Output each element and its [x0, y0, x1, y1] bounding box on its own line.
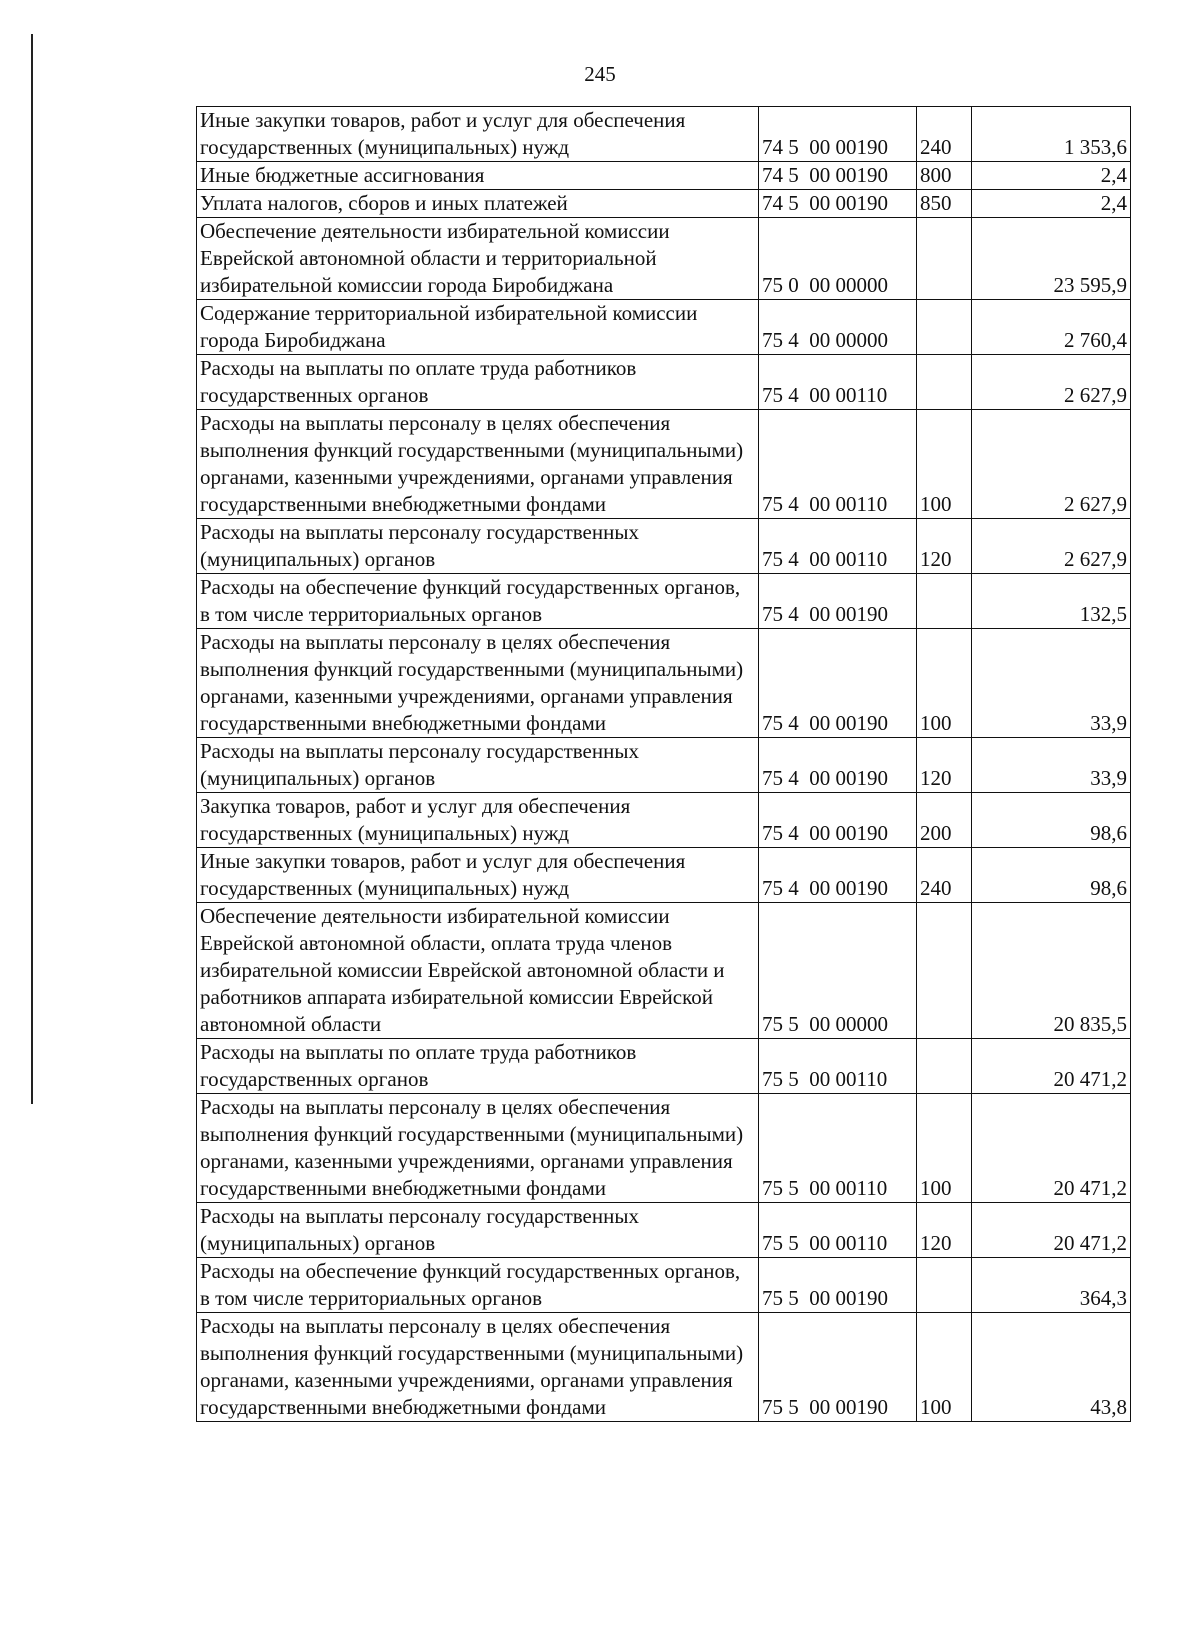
- row-expense-type: [917, 1039, 972, 1094]
- row-sum: 2 627,9: [972, 410, 1131, 519]
- row-name: Иные закупки товаров, работ и услуг для обеспечения государственных (муниципальных) нужд: [197, 107, 759, 162]
- row-name: Расходы на выплаты персоналу государственных (муниципальных) органов: [197, 738, 759, 793]
- row-name: Содержание территориальной избирательной комиссии города Биробиджана: [197, 300, 759, 355]
- table-row: [197, 218, 1131, 300]
- row-name: Иные бюджетные ассигнования: [197, 162, 759, 190]
- row-expense-type: 100: [917, 629, 972, 738]
- row-sum: 43,8: [972, 1313, 1131, 1422]
- row-expense-type: [917, 574, 972, 629]
- row-expense-type: 120: [917, 519, 972, 574]
- row-name: Иные закупки товаров, работ и услуг для обеспечения государственных (муниципальных) нужд: [197, 848, 759, 903]
- row-sum: 20 471,2: [972, 1094, 1131, 1203]
- row-name: Расходы на выплаты персоналу в целях обеспечения выполнения функций государственными (муниципальными) органами, казенными учреждениями, органами управления государственными внебюджетными фондами: [197, 629, 759, 738]
- table-row: [197, 793, 1131, 848]
- row-code: 75 5 00 00110: [759, 1039, 917, 1094]
- row-expense-type: 120: [917, 738, 972, 793]
- row-code: 75 4 00 00110: [759, 410, 917, 519]
- row-code: 74 5 00 00190: [759, 107, 917, 162]
- row-sum: 1 353,6: [972, 107, 1131, 162]
- table-row: [197, 410, 1131, 519]
- row-code: 75 4 00 00190: [759, 629, 917, 738]
- row-expense-type: 850: [917, 190, 972, 218]
- row-code: 75 5 00 00110: [759, 1094, 917, 1203]
- row-sum: 20 835,5: [972, 903, 1131, 1039]
- row-code: 75 4 00 00110: [759, 519, 917, 574]
- row-sum: 33,9: [972, 629, 1131, 738]
- row-expense-type: [917, 300, 972, 355]
- row-code: 75 5 00 00190: [759, 1313, 917, 1422]
- row-sum: 132,5: [972, 574, 1131, 629]
- row-name: Обеспечение деятельности избирательной комиссии Еврейской автономной области и территориальной избирательной комиссии города Биробиджана: [197, 218, 759, 300]
- row-expense-type: [917, 1258, 972, 1313]
- row-sum: 20 471,2: [972, 1203, 1131, 1258]
- table-row: [197, 107, 1131, 162]
- table-row: [197, 848, 1131, 903]
- table-row: [197, 519, 1131, 574]
- row-expense-type: 800: [917, 162, 972, 190]
- row-expense-type: [917, 355, 972, 410]
- row-sum: 364,3: [972, 1258, 1131, 1313]
- row-code: 75 0 00 00000: [759, 218, 917, 300]
- row-code: 74 5 00 00190: [759, 162, 917, 190]
- row-name: Расходы на выплаты по оплате труда работников государственных органов: [197, 1039, 759, 1094]
- row-expense-type: 100: [917, 410, 972, 519]
- row-name: Расходы на выплаты персоналу в целях обеспечения выполнения функций государственными (муниципальными) органами, казенными учреждениями, органами управления государственными внебюджетными фондами: [197, 1313, 759, 1422]
- row-sum: 20 471,2: [972, 1039, 1131, 1094]
- row-name: Расходы на выплаты по оплате труда работников государственных органов: [197, 355, 759, 410]
- budget-table-body: [197, 107, 1131, 1422]
- table-row: [197, 355, 1131, 410]
- row-sum: 2 627,9: [972, 355, 1131, 410]
- table-row: [197, 300, 1131, 355]
- row-code: 75 4 00 00190: [759, 738, 917, 793]
- budget-table: [196, 106, 1131, 1422]
- row-code: 75 5 00 00000: [759, 903, 917, 1039]
- row-expense-type: 240: [917, 848, 972, 903]
- row-code: 75 5 00 00110: [759, 1203, 917, 1258]
- row-code: 74 5 00 00190: [759, 190, 917, 218]
- table-row: [197, 1203, 1131, 1258]
- table-row: [197, 738, 1131, 793]
- table-row: [197, 1094, 1131, 1203]
- row-expense-type: 120: [917, 1203, 972, 1258]
- row-sum: 2,4: [972, 162, 1131, 190]
- row-name: Расходы на выплаты персоналу государственных (муниципальных) органов: [197, 1203, 759, 1258]
- table-row: [197, 162, 1131, 190]
- row-expense-type: 200: [917, 793, 972, 848]
- page-number: 245: [584, 62, 616, 86]
- table-row: [197, 190, 1131, 218]
- row-name: Уплата налогов, сборов и иных платежей: [197, 190, 759, 218]
- row-code: 75 4 00 00000: [759, 300, 917, 355]
- row-code: 75 4 00 00190: [759, 574, 917, 629]
- table-row: [197, 574, 1131, 629]
- row-code: 75 4 00 00190: [759, 793, 917, 848]
- row-expense-type: 240: [917, 107, 972, 162]
- row-expense-type: [917, 903, 972, 1039]
- row-sum: 2 760,4: [972, 300, 1131, 355]
- table-row: [197, 1313, 1131, 1422]
- row-sum: 98,6: [972, 848, 1131, 903]
- row-name: Расходы на выплаты персоналу в целях обеспечения выполнения функций государственными (муниципальными) органами, казенными учреждениями, органами управления государственными внебюджетными фондами: [197, 410, 759, 519]
- row-name: Закупка товаров, работ и услуг для обеспечения государственных (муниципальных) нужд: [197, 793, 759, 848]
- row-sum: 33,9: [972, 738, 1131, 793]
- row-expense-type: 100: [917, 1313, 972, 1422]
- row-code: 75 5 00 00190: [759, 1258, 917, 1313]
- row-sum: 98,6: [972, 793, 1131, 848]
- row-sum: 2,4: [972, 190, 1131, 218]
- row-code: 75 4 00 00110: [759, 355, 917, 410]
- row-name: Расходы на выплаты персоналу в целях обеспечения выполнения функций государственными (муниципальными) органами, казенными учреждениями, органами управления государственными внебюджетными фондами: [197, 1094, 759, 1203]
- table-row: [197, 629, 1131, 738]
- row-name: Расходы на выплаты персоналу государственных (муниципальных) органов: [197, 519, 759, 574]
- table-row: [197, 1039, 1131, 1094]
- scan-edge-line: [31, 34, 33, 1104]
- row-code: 75 4 00 00190: [759, 848, 917, 903]
- row-name: Обеспечение деятельности избирательной комиссии Еврейской автономной области, оплата труда членов избирательной комиссии Еврейской автономной области и работников аппарата избирательной комиссии Еврейской автономной области: [197, 903, 759, 1039]
- row-sum: 23 595,9: [972, 218, 1131, 300]
- row-name: Расходы на обеспечение функций государственных органов, в том числе территориальных органов: [197, 1258, 759, 1313]
- row-expense-type: [917, 218, 972, 300]
- row-name: Расходы на обеспечение функций государственных органов, в том числе территориальных органов: [197, 574, 759, 629]
- table-row: [197, 1258, 1131, 1313]
- table-row: [197, 903, 1131, 1039]
- row-sum: 2 627,9: [972, 519, 1131, 574]
- row-expense-type: 100: [917, 1094, 972, 1203]
